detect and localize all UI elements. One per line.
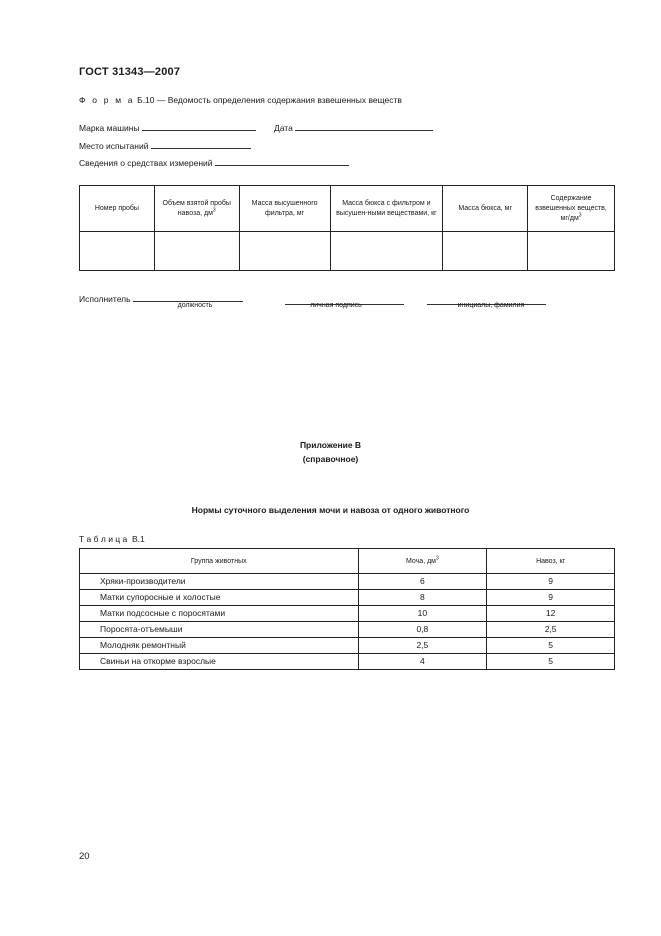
appendix-heading: Нормы суточного выделения мочи и навоза от одного животного: [191, 505, 470, 515]
instruments-blank: [215, 156, 349, 166]
executor-label: Исполнитель: [79, 294, 131, 304]
instruments-field: [79, 156, 349, 168]
group-cell: Матки супоросные и холостые: [80, 590, 359, 606]
form-label: Ф о р м а: [79, 95, 135, 105]
table-row: [80, 590, 615, 606]
place-blank: [151, 139, 251, 149]
urine-cell: 2,5: [358, 638, 487, 654]
date-field: [274, 121, 433, 133]
appendix-type: (справочное): [302, 454, 359, 464]
table-cell: [80, 232, 155, 271]
urine-cell: 4: [358, 654, 487, 670]
table-cell: [154, 232, 239, 271]
initials-caption: инициалы, фамилия: [457, 302, 525, 309]
table-cell: [330, 232, 443, 271]
manure-cell: 2,5: [487, 622, 615, 638]
machine-field: [79, 121, 256, 133]
table-row: [80, 638, 615, 654]
instruments-label: Сведения о средствах измерений: [79, 158, 213, 168]
machine-label: Марка машины: [79, 123, 140, 133]
manure-cell: 5: [487, 654, 615, 670]
form-name: Б.10 — Ведомость определения содержания взвешенных веществ: [137, 95, 402, 105]
table-cell: [239, 232, 330, 271]
form-table-header-row: [80, 186, 615, 232]
header-cell-manure: Навоз, кг: [487, 549, 615, 574]
manure-cell: 12: [487, 606, 615, 622]
document-header: ГОСТ 31343—2007: [79, 66, 181, 78]
group-cell: Молодняк ремонтный: [80, 638, 359, 654]
manure-cell: 9: [487, 590, 615, 606]
header-cell: Масса бюкса, мг: [443, 186, 528, 232]
urine-cell: 8: [358, 590, 487, 606]
table-caption-text: Т а б л и ц а В.1: [79, 534, 145, 544]
position-caption: должность: [177, 302, 213, 309]
header-cell-group: Группа животных: [80, 549, 359, 574]
table-row: [80, 654, 615, 670]
table-cell: [528, 232, 615, 271]
norms-table-header-row: [80, 549, 615, 574]
appendix-title: Приложение В: [299, 440, 362, 450]
group-cell: Матки подсосные с поросятами: [80, 606, 359, 622]
form-table: [79, 185, 615, 271]
header-cell: Масса высушенного фильтра, мг: [239, 186, 330, 232]
table-row: [80, 606, 615, 622]
header-cell: Масса бюкса с фильтром и высушен-ными веществами, кг: [330, 186, 443, 232]
header-cell-urine: Моча, $дм^3$: [358, 549, 487, 574]
urine-cell: 6: [358, 574, 487, 590]
table-row: [80, 622, 615, 638]
manure-cell: 5: [487, 638, 615, 654]
norms-table: [79, 548, 615, 670]
table-cell: [443, 232, 528, 271]
table-row: [80, 574, 615, 590]
machine-blank: [142, 121, 256, 131]
group-cell: Хряки-производители: [80, 574, 359, 590]
header-cell: Объем взятой пробы навоза, $дм^3$: [154, 186, 239, 232]
group-cell: Поросята-отъемыши: [80, 622, 359, 638]
form-table-empty-row: [80, 232, 615, 271]
form-title: [79, 95, 402, 105]
manure-cell: 9: [487, 574, 615, 590]
place-label: Место испытаний: [79, 141, 149, 151]
date-blank: [295, 121, 433, 131]
header-cell: Содержание взвешенных веществ, $мг/дм^3$: [528, 186, 615, 232]
place-field: [79, 139, 251, 151]
date-label: Дата: [274, 123, 293, 133]
urine-cell: 10: [358, 606, 487, 622]
header-cell: Номер пробы: [80, 186, 155, 232]
table-caption: [79, 534, 145, 544]
group-cell: Свиньи на откорме взрослые: [80, 654, 359, 670]
page-number: 20: [79, 851, 90, 862]
signature-caption: личная подпись: [310, 302, 362, 309]
position-blank: [133, 292, 243, 302]
urine-cell: 0,8: [358, 622, 487, 638]
